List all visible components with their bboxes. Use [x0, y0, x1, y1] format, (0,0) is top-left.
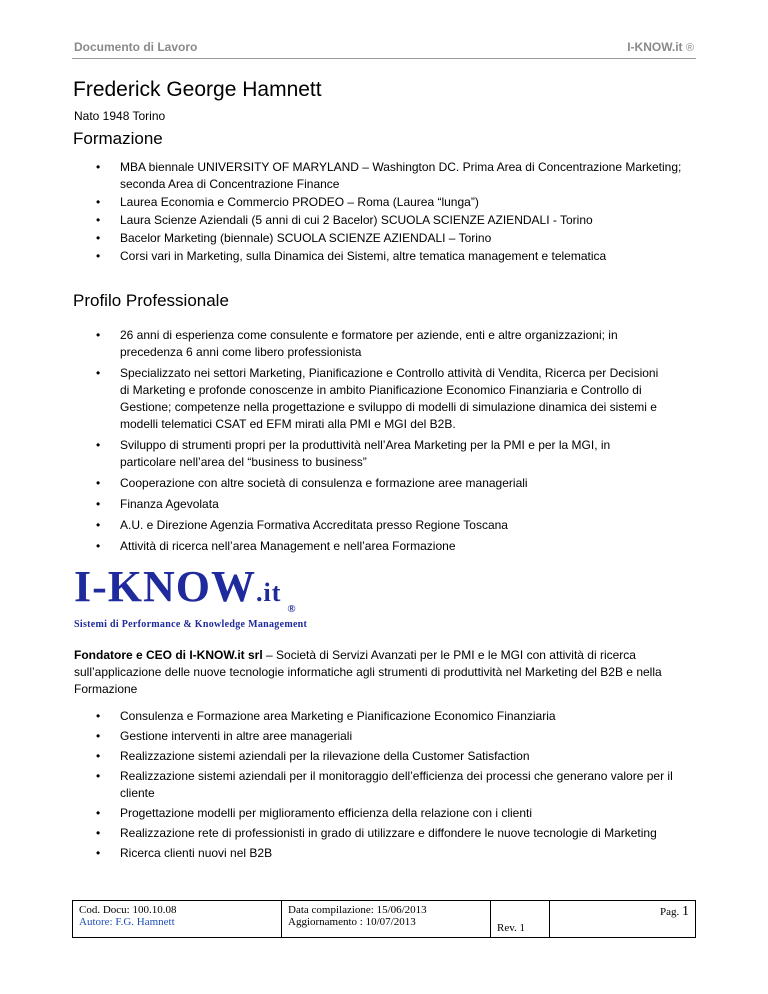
footer-table: [72, 900, 696, 938]
list-item: • Sviluppo di strumenti propri per la produttività nell’Area Marketing per la PMI e per la MGI, in particolare nell’area del “business to business”: [96, 437, 668, 471]
footer-page-number: Pag. 1: [550, 901, 696, 938]
person-birth: Nato 1948 Torino: [74, 109, 166, 123]
list-item: • Bacelor Marketing (biennale) SCUOLA SCIENZE AZIENDALI – Torino: [96, 230, 696, 247]
list-item: • Laurea Economia e Commercio PRODEO – Roma (Laurea “lunga”): [96, 194, 696, 211]
profile-list: [96, 327, 668, 559]
company-activities-list: [96, 708, 698, 865]
list-item: • Progettazione modelli per miglioramento efficienza della relazione con i clienti: [96, 805, 698, 822]
list-item: • Gestione interventi in altre aree manageriali: [96, 728, 698, 745]
footer-dates: Data compilazione: 15/06/2013 Aggiornamento : 10/07/2013: [282, 901, 491, 938]
list-item: • Finanza Agevolata: [96, 496, 668, 513]
footer-doc-info: Cod. Docu: 100.10.08 Autore: F.G. Hamnett: [73, 901, 282, 938]
footer-revision: Rev. 1: [491, 901, 550, 938]
list-item: • Realizzazione rete di professionisti in grado di utilizzare e diffondere le nuove tecnologie di Marketing: [96, 825, 698, 842]
list-item: • A.U. e Direzione Agenzia Formativa Accreditata presso Regione Toscana: [96, 517, 668, 534]
person-name: Frederick George Hamnett: [73, 78, 322, 101]
header-doc-type: Documento di Lavoro: [74, 40, 198, 54]
profile-heading: Profilo Professionale: [73, 291, 229, 310]
list-item: • Attività di ricerca nell’area Management e nell’area Formazione: [96, 538, 668, 555]
list-item: • Realizzazione sistemi aziendali per la rilevazione della Customer Satisfaction: [96, 748, 698, 765]
company-description: Fondatore e CEO di I-KNOW.it srl – Società di Servizi Avanzati per le PMI e le MGI con attività di ricerca sull’applicazione delle nuove tecnologie informatiche agli strumenti di produttività nel Marketing del B2B e nella Formazione: [74, 648, 662, 696]
list-item: • MBA biennale UNIVERSITY OF MARYLAND – Washington DC. Prima Area di Concentrazione Marketing; seconda Area di Concentrazione Finance: [96, 159, 696, 193]
education-list: [96, 159, 696, 266]
list-item: • Corsi vari in Marketing, sulla Dinamica dei Sistemi, altre tematica management e telematica: [96, 248, 696, 265]
list-item: • 26 anni di esperienza come consulente e formatore per aziende, enti e altre organizzazioni; in precedenza 6 anni come libero professionista: [96, 327, 668, 361]
logo-tagline: Sistemi di Performance & Knowledge Management: [74, 619, 308, 630]
company-logo: I-KNOW.it® Sistemi di Performance & Knowledge Management: [74, 562, 308, 630]
list-item: • Realizzazione sistemi aziendali per il monitoraggio dell’efficienza dei processi che generano valore per il cliente: [96, 768, 698, 802]
list-item: • Cooperazione con altre società di consulenza e formazione aree manageriali: [96, 475, 668, 492]
list-item: • Ricerca clienti nuovi nel B2B: [96, 845, 698, 862]
list-item: • Consulenza e Formazione area Marketing e Pianificazione Economico Finanziaria: [96, 708, 698, 725]
header-divider: [72, 58, 696, 59]
education-heading: Formazione: [73, 129, 163, 148]
list-item: • Laura Scienze Aziendali (5 anni di cui 2 Bacelor) SCUOLA SCIENZE AZIENDALI - Torino: [96, 212, 696, 229]
list-item: • Specializzato nei settori Marketing, Pianificazione e Controllo attività di Vendita, Ricerca per Decisioni di Marketing e profonde conoscenze in ambito Pianificazione Economico Finanziaria e Controllo di Gestione; competenze nella progettazione e sviluppo di modelli di simulazione dinamica dei sistemi e modelli telematici CSAT ed EFM mirati alla PMI e MGI del B2B.: [96, 365, 668, 433]
header-brand: I-KNOW.it ®: [627, 40, 694, 54]
